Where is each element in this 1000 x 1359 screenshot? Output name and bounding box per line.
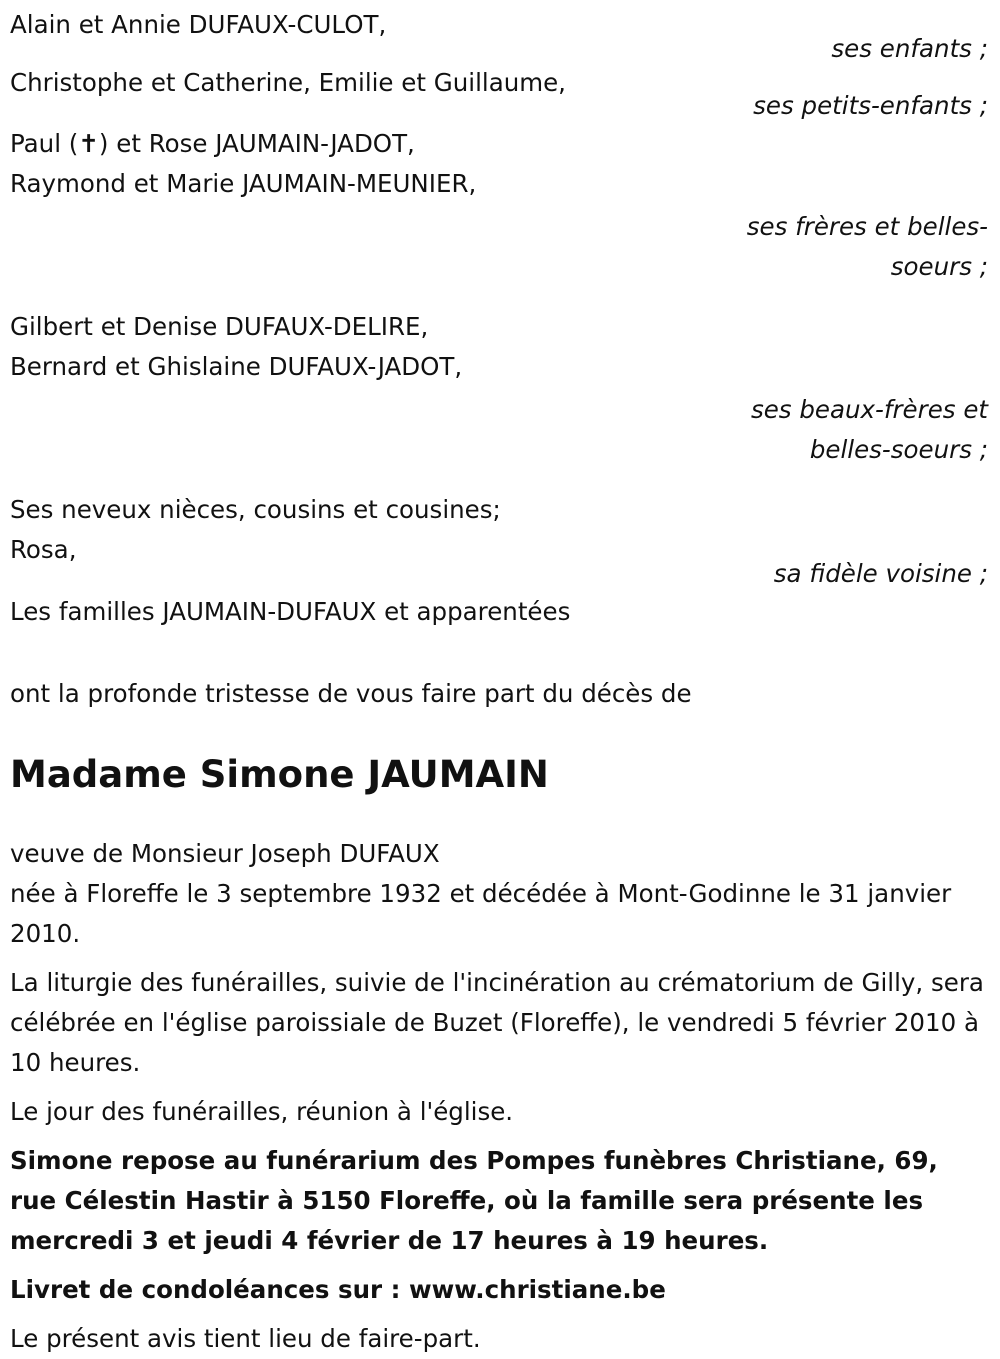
closing-note: Le présent avis tient lieu de faire-part. — [10, 1324, 481, 1353]
funerarium-details: Simone repose au funérarium des Pompes funèbres Christiane, 69, rue Célestin Hastir à 5150 Floreffe, où la famille sera présente les mercredi 3 et jeudi 4 février de 17 heures à 19 heures. — [10, 1146, 938, 1255]
neighbor-role: sa fidèle voisine ; — [773, 559, 988, 588]
deceased-name: Madame Simone JAUMAIN — [10, 753, 549, 796]
grandchildren-role: ses petits-enfants ; — [753, 91, 988, 120]
siblings-names-1: Paul (✝) et Rose JAUMAIN-JADOT, — [10, 129, 415, 158]
inlaws-names-1: Gilbert et Denise DUFAUX-DELIRE, — [10, 312, 429, 341]
inlaws-role: ses beaux-frères et belles-soeurs ; — [750, 395, 988, 464]
siblings-names-2: Raymond et Marie JAUMAIN-MEUNIER, — [10, 169, 477, 198]
siblings-role: ses frères et belles-soeurs ; — [746, 212, 988, 281]
neighbor-name: Rosa, — [10, 535, 77, 564]
children-names: Alain et Annie DUFAUX-CULOT, — [10, 10, 387, 39]
liturgy-details: La liturgie des funérailles, suivie de l'incinération au crématorium de Gilly, sera célébrée en l'église paroissiale de Buzet (Floreffe), le vendredi 5 février 2010 à 10 heures. — [10, 968, 984, 1077]
announcement-intro: ont la profonde tristesse de vous faire part du décès de — [10, 679, 692, 708]
families-line: Les familles JAUMAIN-DUFAUX et apparentées — [10, 597, 571, 626]
inlaws-names-2: Bernard et Ghislaine DUFAUX-JADOT, — [10, 352, 463, 381]
condolences-link: Livret de condoléances sur : www.christiane.be — [10, 1275, 666, 1304]
children-role: ses enfants ; — [831, 34, 988, 63]
birth-death-dates: née à Floreffe le 3 septembre 1932 et décédée à Mont-Godinne le 31 janvier 2010. — [10, 879, 952, 948]
funeral-meeting: Le jour des funérailles, réunion à l'église. — [10, 1097, 514, 1126]
widow-of: veuve de Monsieur Joseph DUFAUX — [10, 839, 440, 868]
relatives-line: Ses neveux nièces, cousins et cousines; — [10, 495, 501, 524]
grandchildren-names: Christophe et Catherine, Emilie et Guillaume, — [10, 68, 566, 97]
